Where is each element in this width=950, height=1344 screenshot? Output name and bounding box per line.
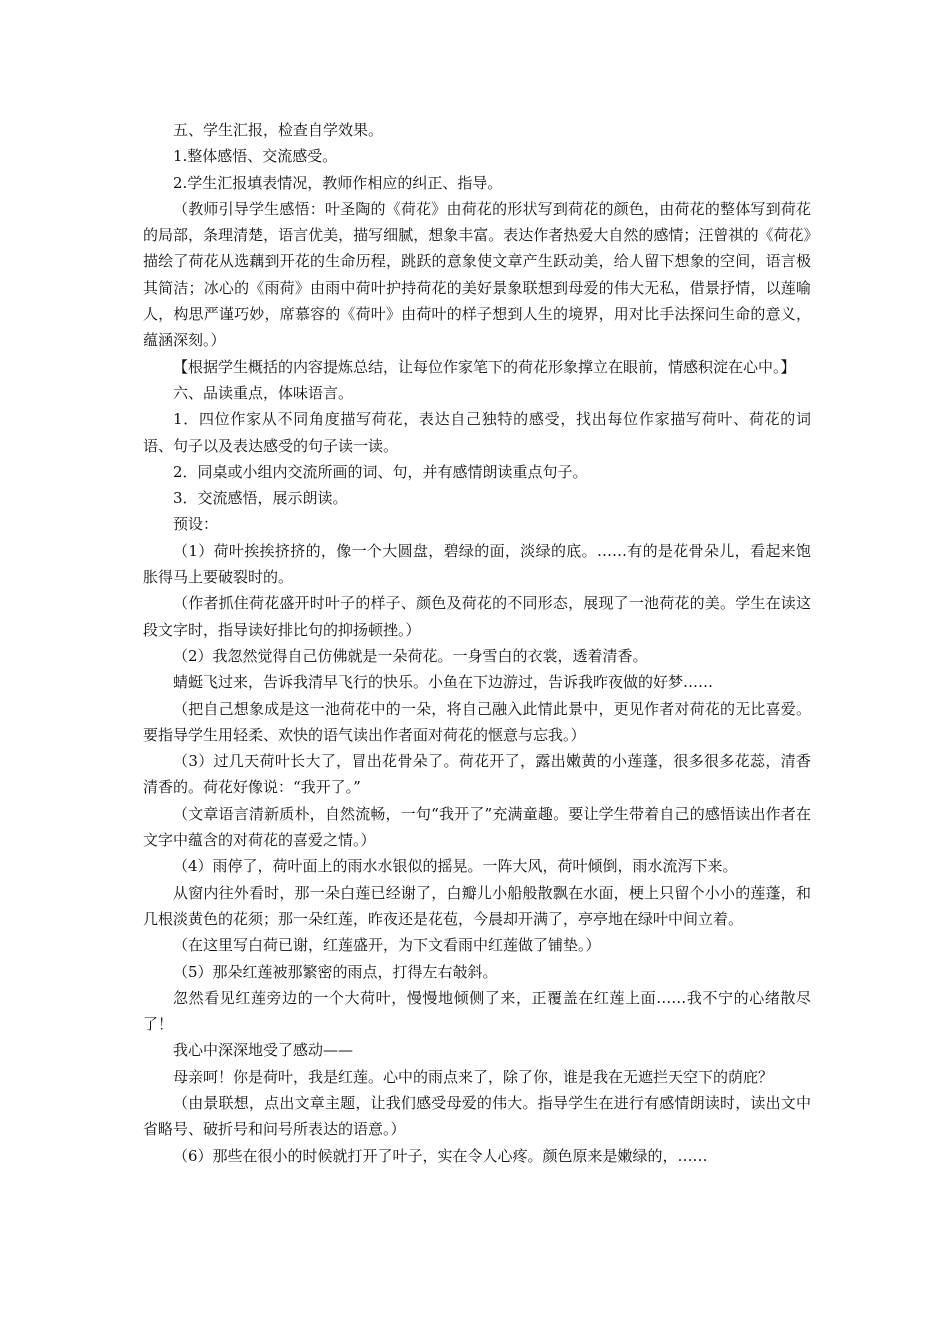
summary-note: 【根据学生概括的内容提炼总结，让每位作家笔下的荷花形象撑立在眼前，情感积淀在心中。】 — [173, 357, 796, 376]
excerpt-1: （1）荷叶挨挨挤挤的，像一个大圆盘，碧绿的面，淡绿的底。……有的是花骨朵儿，看起来饱胀得马上要破裂时的。 — [143, 541, 811, 587]
excerpt-5-line: 我心中深深地受了感动—— — [173, 1041, 354, 1060]
section-heading-five: 五、学生汇报，检查自学效果。 — [173, 121, 384, 139]
list-item-1: 1.整体感悟、交流感受。 — [173, 147, 338, 166]
teacher-guidance-paragraph: （教师引导学生感悟：叶圣陶的《荷花》由荷花的形状写到荷花的颜色，由荷花的整体写到荷花的局部，条理清楚，语言优美，描写细腻，想象丰富。表达作者热爱大自然的感情；汪曾祺的《荷花》描绘了荷花从选藕到开花的生命历程，跳跃的意象使文章产生跃动美，给人留下想象的空间，语言极其简洁；冰心的《雨荷》由雨中荷叶护持荷花的美好景象联想到母爱的伟大无私，借景抒情，以莲喻人，构思严谨巧妙，席慕容的《荷叶》由荷叶的样子想到人生的境界，用对比手法探问生命的意义，蕴涵深刻。） — [143, 199, 811, 350]
excerpt-5-continued: 忽然看见红莲旁边的一个大荷叶，慢慢地倾侧了来，正覆盖在红莲上面……我不宁的心绪散尽了！ — [143, 988, 811, 1034]
excerpt-5: （5）那朵红莲被那繁密的雨点，打得左右攲斜。 — [173, 962, 498, 981]
note-3: （文章语言清新质朴，自然流畅，一句“我开了”充满童趣。要让学生带着自己的感悟读出作者在文字中蕴含的对荷花的喜爱之情。） — [143, 804, 811, 850]
step-2: 2．同桌或小组内交流所画的词、句，并有感情朗读重点句子。 — [173, 462, 588, 481]
excerpt-2-continued: 蜻蜓飞过来，告诉我清早飞行的快乐。小鱼在下边游过，告诉我昨夜做的好梦…… — [173, 673, 714, 692]
excerpt-6: （6）那些在很小的时候就打开了叶子，实在令人心疼。颜色原来是嫩绿的，…… — [173, 1146, 708, 1165]
excerpt-5-mother: 母亲呵！你是荷叶，我是红莲。心中的雨点来了，除了你，谁是我在无遮拦天空下的荫庇？ — [173, 1067, 774, 1086]
section-heading-six: 六、品读重点，体味语言。 — [173, 383, 354, 402]
step-3: 3．交流感悟，展示朗读。 — [173, 489, 348, 508]
step-1: 1．四位作家从不同角度描写荷花，表达自己独特的感受，找出每位作家描写荷叶、荷花的词语、句子以及表达感受的句子读一读。 — [143, 410, 811, 455]
note-1: （作者抓住荷花盛开时叶子的样子、颜色及荷花的不同形态，展现了一池荷花的美。学生在读这段文字时，指导读好排比句的抑扬顿挫。） — [143, 594, 811, 639]
list-item-2: 2.学生汇报填表情况，教师作相应的纠正、指导。 — [173, 173, 503, 192]
preset-label: 预设： — [173, 515, 219, 534]
document-body — [143, 117, 811, 1169]
excerpt-4-continued: 从窗内往外看时，那一朵白莲已经谢了，白瓣儿小船般散飘在水面，梗上只留个小小的莲蓬，和几根淡黄色的花须；那一朵红莲，昨夜还是花苞，今晨却开满了，亭亭地在绿叶中间立着。 — [143, 883, 811, 928]
excerpt-3: （3）过几天荷叶长大了，冒出花骨朵了。荷花开了，露出嫩黄的小莲蓬，很多很多花蕊，清香清香的。荷花好像说：“我开了。” — [143, 752, 811, 797]
note-4: （在这里写白荷已谢，红莲盛开，为下文看雨中红莲做了铺垫。） — [173, 936, 601, 955]
note-2: （把自己想象成是这一池荷花中的一朵，将自己融入此情此景中，更见作者对荷花的无比喜爱。要指导学生用轻柔、欢快的语气读出作者面对荷花的惬意与忘我。） — [143, 699, 811, 744]
excerpt-4: （4）雨停了，荷叶面上的雨水水银似的摇晃。一阵大风，荷叶倾倒，雨水流泻下来。 — [173, 857, 738, 876]
excerpt-2: （2）我忽然觉得自己仿佛就是一朵荷花。一身雪白的衣裳，透着清香。 — [173, 646, 648, 665]
note-5: （由景联想，点出文章主题，让我们感受母爱的伟大。指导学生在进行有感情朗读时，读出文中省略号、破折号和问号所表达的语意。） — [143, 1093, 811, 1139]
